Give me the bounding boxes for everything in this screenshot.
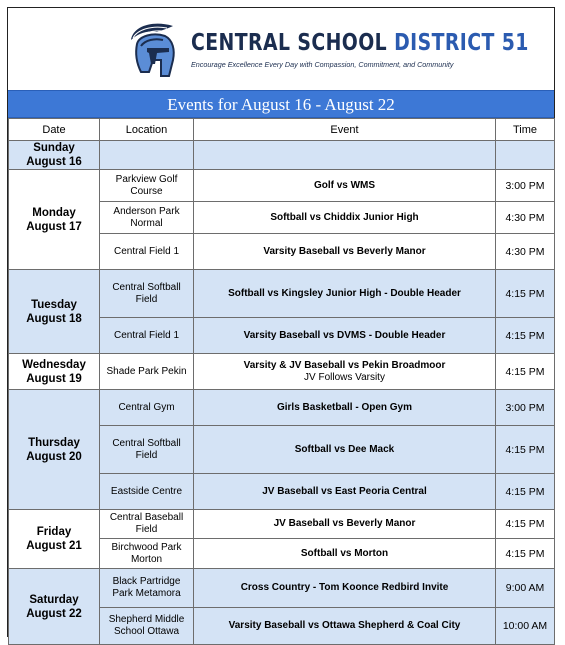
table-row <box>9 390 555 426</box>
event-cell: Varsity Baseball vs Ottawa Shepherd & Coal City <box>194 608 496 645</box>
location-cell: Central Softball Field <box>100 426 194 474</box>
location-cell: Central Field 1 <box>100 234 194 270</box>
spartan-helmet-icon <box>123 20 185 80</box>
event-cell: JV Baseball vs Beverly Manor <box>194 510 496 539</box>
event-cell: Softball vs Kingsley Junior High - Double Header <box>194 270 496 318</box>
table-row <box>9 270 555 318</box>
location-cell: Anderson Park Normal <box>100 202 194 234</box>
table-row <box>9 170 555 202</box>
table-row <box>9 354 555 390</box>
day-date: August 18 <box>26 312 82 325</box>
time-column-header: Time <box>496 119 555 141</box>
date-cell <box>9 510 100 569</box>
date-cell <box>9 170 100 270</box>
district-name <box>191 30 529 56</box>
time-cell: 4:15 PM <box>496 354 555 390</box>
day-date: August 17 <box>26 220 82 233</box>
location-cell: Parkview Golf Course <box>100 170 194 202</box>
district-header <box>8 8 554 90</box>
event-cell: Cross Country - Tom Koonce Redbird Invite <box>194 569 496 608</box>
location-cell: Black Partridge Park Metamora <box>100 569 194 608</box>
events-table <box>8 118 555 645</box>
time-cell: 4:15 PM <box>496 474 555 510</box>
event-cell: Golf vs WMS <box>194 170 496 202</box>
day-name: Wednesday <box>22 358 86 371</box>
event-cell: Softball vs Morton <box>194 539 496 569</box>
event-cell: Varsity Baseball vs DVMS - Double Header <box>194 318 496 354</box>
location-cell: Central Softball Field <box>100 270 194 318</box>
date-cell <box>9 569 100 645</box>
location-cell: Birchwood Park Morton <box>100 539 194 569</box>
location-cell: Central Gym <box>100 390 194 426</box>
date-cell <box>9 354 100 390</box>
location-cell: Eastside Centre <box>100 474 194 510</box>
time-cell: 4:15 PM <box>496 426 555 474</box>
event-cell: JV Baseball vs East Peoria Central <box>194 474 496 510</box>
time-cell: 4:15 PM <box>496 318 555 354</box>
day-name: Monday <box>32 206 76 219</box>
date-cell <box>9 390 100 510</box>
district-name-part1: CENTRAL SCHOOL <box>191 30 395 56</box>
table-row <box>9 510 555 539</box>
event-note: JV Follows Varsity <box>304 371 385 383</box>
district-tagline: Encourage Excellence Every Day with Compassion, Commitment, and Community <box>191 60 454 69</box>
time-cell: 9:00 AM <box>496 569 555 608</box>
day-date: August 22 <box>26 607 82 620</box>
location-cell: Central Baseball Field <box>100 510 194 539</box>
day-name: Thursday <box>28 436 80 449</box>
table-row <box>9 569 555 608</box>
day-name: Saturday <box>29 593 79 606</box>
location-column-header: Location <box>100 119 194 141</box>
schedule-card <box>7 7 555 637</box>
time-cell <box>496 141 555 170</box>
day-date: August 19 <box>26 372 82 385</box>
location-cell <box>100 141 194 170</box>
event-cell: Girls Basketball - Open Gym <box>194 390 496 426</box>
event-cell: Softball vs Dee Mack <box>194 426 496 474</box>
table-row <box>9 141 555 170</box>
day-name: Tuesday <box>31 298 77 311</box>
time-cell: 10:00 AM <box>496 608 555 645</box>
district-name-part2: DISTRICT 51 <box>394 30 529 56</box>
day-name: Sunday <box>33 142 75 154</box>
event-cell: Softball vs Chiddix Junior High <box>194 202 496 234</box>
day-date: August 21 <box>26 540 82 552</box>
events-banner: Events for August 16 - August 22 <box>8 90 554 118</box>
time-cell: 4:30 PM <box>496 202 555 234</box>
time-cell: 4:15 PM <box>496 270 555 318</box>
date-cell <box>9 141 100 170</box>
day-name: Friday <box>36 526 72 538</box>
event-column-header: Event <box>194 119 496 141</box>
date-cell <box>9 270 100 354</box>
event-title: Varsity & JV Baseball vs Pekin Broadmoor <box>243 359 446 371</box>
day-date: August 20 <box>26 450 82 463</box>
time-cell: 3:00 PM <box>496 170 555 202</box>
location-cell: Central Field 1 <box>100 318 194 354</box>
time-cell: 4:15 PM <box>496 510 555 539</box>
time-cell: 3:00 PM <box>496 390 555 426</box>
event-cell: Varsity Baseball vs Beverly Manor <box>194 234 496 270</box>
date-column-header: Date <box>9 119 100 141</box>
day-date: August 16 <box>26 156 82 168</box>
event-cell <box>194 354 496 390</box>
location-cell: Shade Park Pekin <box>100 354 194 390</box>
time-cell: 4:15 PM <box>496 539 555 569</box>
event-cell <box>194 141 496 170</box>
district-logo <box>123 20 529 80</box>
time-cell: 4:30 PM <box>496 234 555 270</box>
location-cell: Shepherd Middle School Ottawa <box>100 608 194 645</box>
